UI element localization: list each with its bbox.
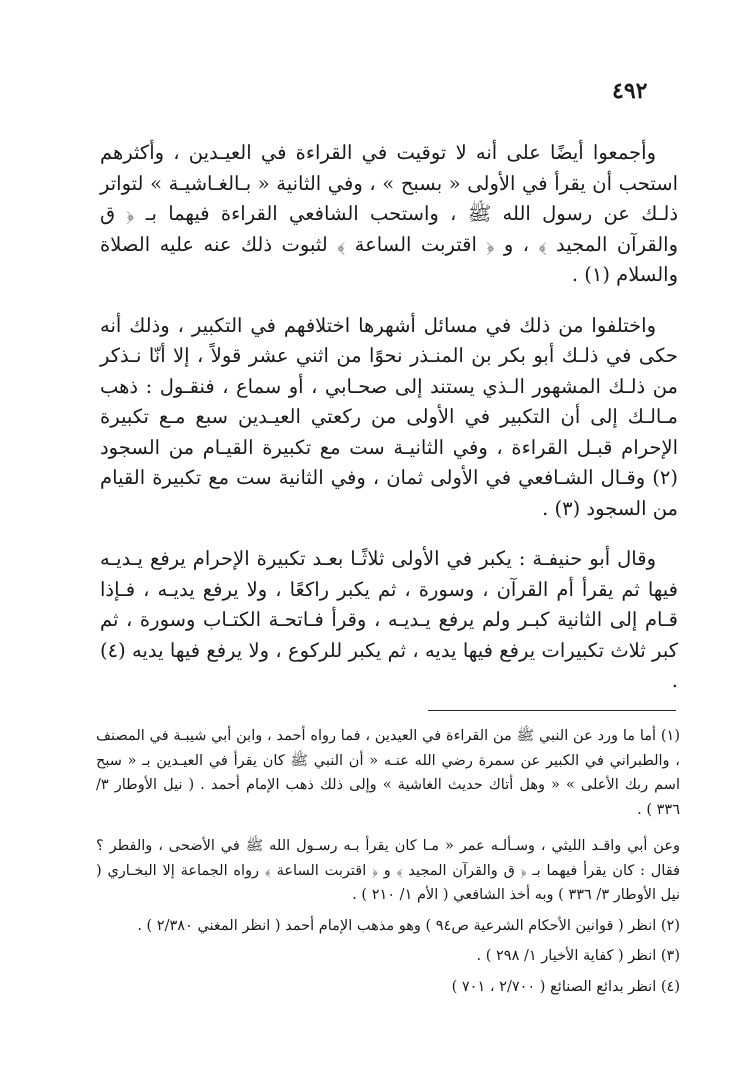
footnote-4: (٤) انظر بدائع الصنائع ( ٢/٧٠٠ ، ٧٠١ ) xyxy=(451,978,680,995)
footnote-1-part-b: وعن أبي واقـد الليثي ، وسـألـه عمر « مـا كان يقرأ بـه رسـول الله ﷺ في الأضحى ، والفطر ؟ فقال : كان يقرأ فيهما بـ ﴿ ق والقرآن المجيد ﴾ و ﴿ اقتربت الساعة ﴾ رواه الجماعة إلا البخـاري ( نيل الأوطار ٣/ ٣٣٦ ) وبه أخذ الشافعي ( الأم ١/ ٢١٠ ) . xyxy=(96,838,680,903)
page-number: ٤٩٢ xyxy=(612,78,648,104)
paragraph-2: واختلفوا من ذلك في مسائل أشهرها اختلافهم في التكبير ، وذلك أنه حكى في ذلـك أبو بكر بن المنـذر نحوًا من اثني عشر قولاً ، إلا أنّا نـذكر من ذلـك المشهور الـذي يستند إلى صحـابي ، أو سماع ، فنقـول : ذهب مـالـك إلى أن التكبير في الأولى من ركعتي العيـدين سبع مـع تكبيرة الإحرام قبـل القراءة ، وفي الثانيـة ست مع تكبيرة القيـام من السجود (٢) وقـال الشـافعي في الأولى ثمان ، وفي الثانية ست مع تكبيرة القيام من السجود (٣) . xyxy=(100,313,678,520)
footnote-3: (٣) انظر ( كفاية الأخيار ١/ ٢٩٨ ) . xyxy=(476,948,680,964)
footnote-1-part-a: (١) أما ما ورد عن النبي ﷺ من القراءة في العيدين ، فما رواه أحمد ، وابن أبي شيبـة في المصنف ، والطبراني في الكبير عن سمرة رضي الله عنـه « أن النبي ﷺ كان يقرأ في العيـدين بـ « سبح اسم ربك الأعلى » « وهل أتاك حديث الغاشية » وإلى ذلك ذهب الإمام أحمد . ( نيل الأوطار ٣/ ٣٣٦ ) . xyxy=(96,728,680,818)
paragraph-1: وأجمعوا أيضًا على أنه لا توقيت في القراءة في العيـدين ، وأكثرهم استحب أن يقرأ في الأولى « بسبح » ، وفي الثانية « بـالغـاشيـة » لتواتر ذلـك عن رسول الله ﷺ ، واستحب الشافعي القراءة فيهما بـ ﴿ ق والقرآن المجيد ﴾ ، و ﴿ اقتربت الساعة ﴾ لثبوت ذلك عنه عليه الصلاة والسلام (١) . xyxy=(100,141,678,286)
footnotes xyxy=(96,724,680,1005)
paragraph-3: وقال أبو حنيفـة : يكبر في الأولى ثلاثًـا بعـد تكبيرة الإحرام يرفع يـديـه فيها ثم يقرأ أم القرآن ، وسورة ، ثم يكبر راكعًا ، ولا يرفع يديـه ، فـإذا قـام إلى الثانية كبـر ولم يرفع يـديـه ، وقرأ فـاتحـة الكتـاب وسورة ، ثم كبر ثلاث تكبيرات يرفع فيها يديه ، ثم يكبر للركوع ، ولا يرفع فيها يديه (٤) . xyxy=(100,547,678,692)
main-text xyxy=(100,138,678,717)
footnote-2: (٢) انظر ( قوانين الأحكام الشرعية ص٩٤ ) وهو مذهب الإمام أحمد ( انظر المغني ٢/٣٨٠ ) . xyxy=(137,917,680,934)
footnote-divider xyxy=(428,710,676,711)
